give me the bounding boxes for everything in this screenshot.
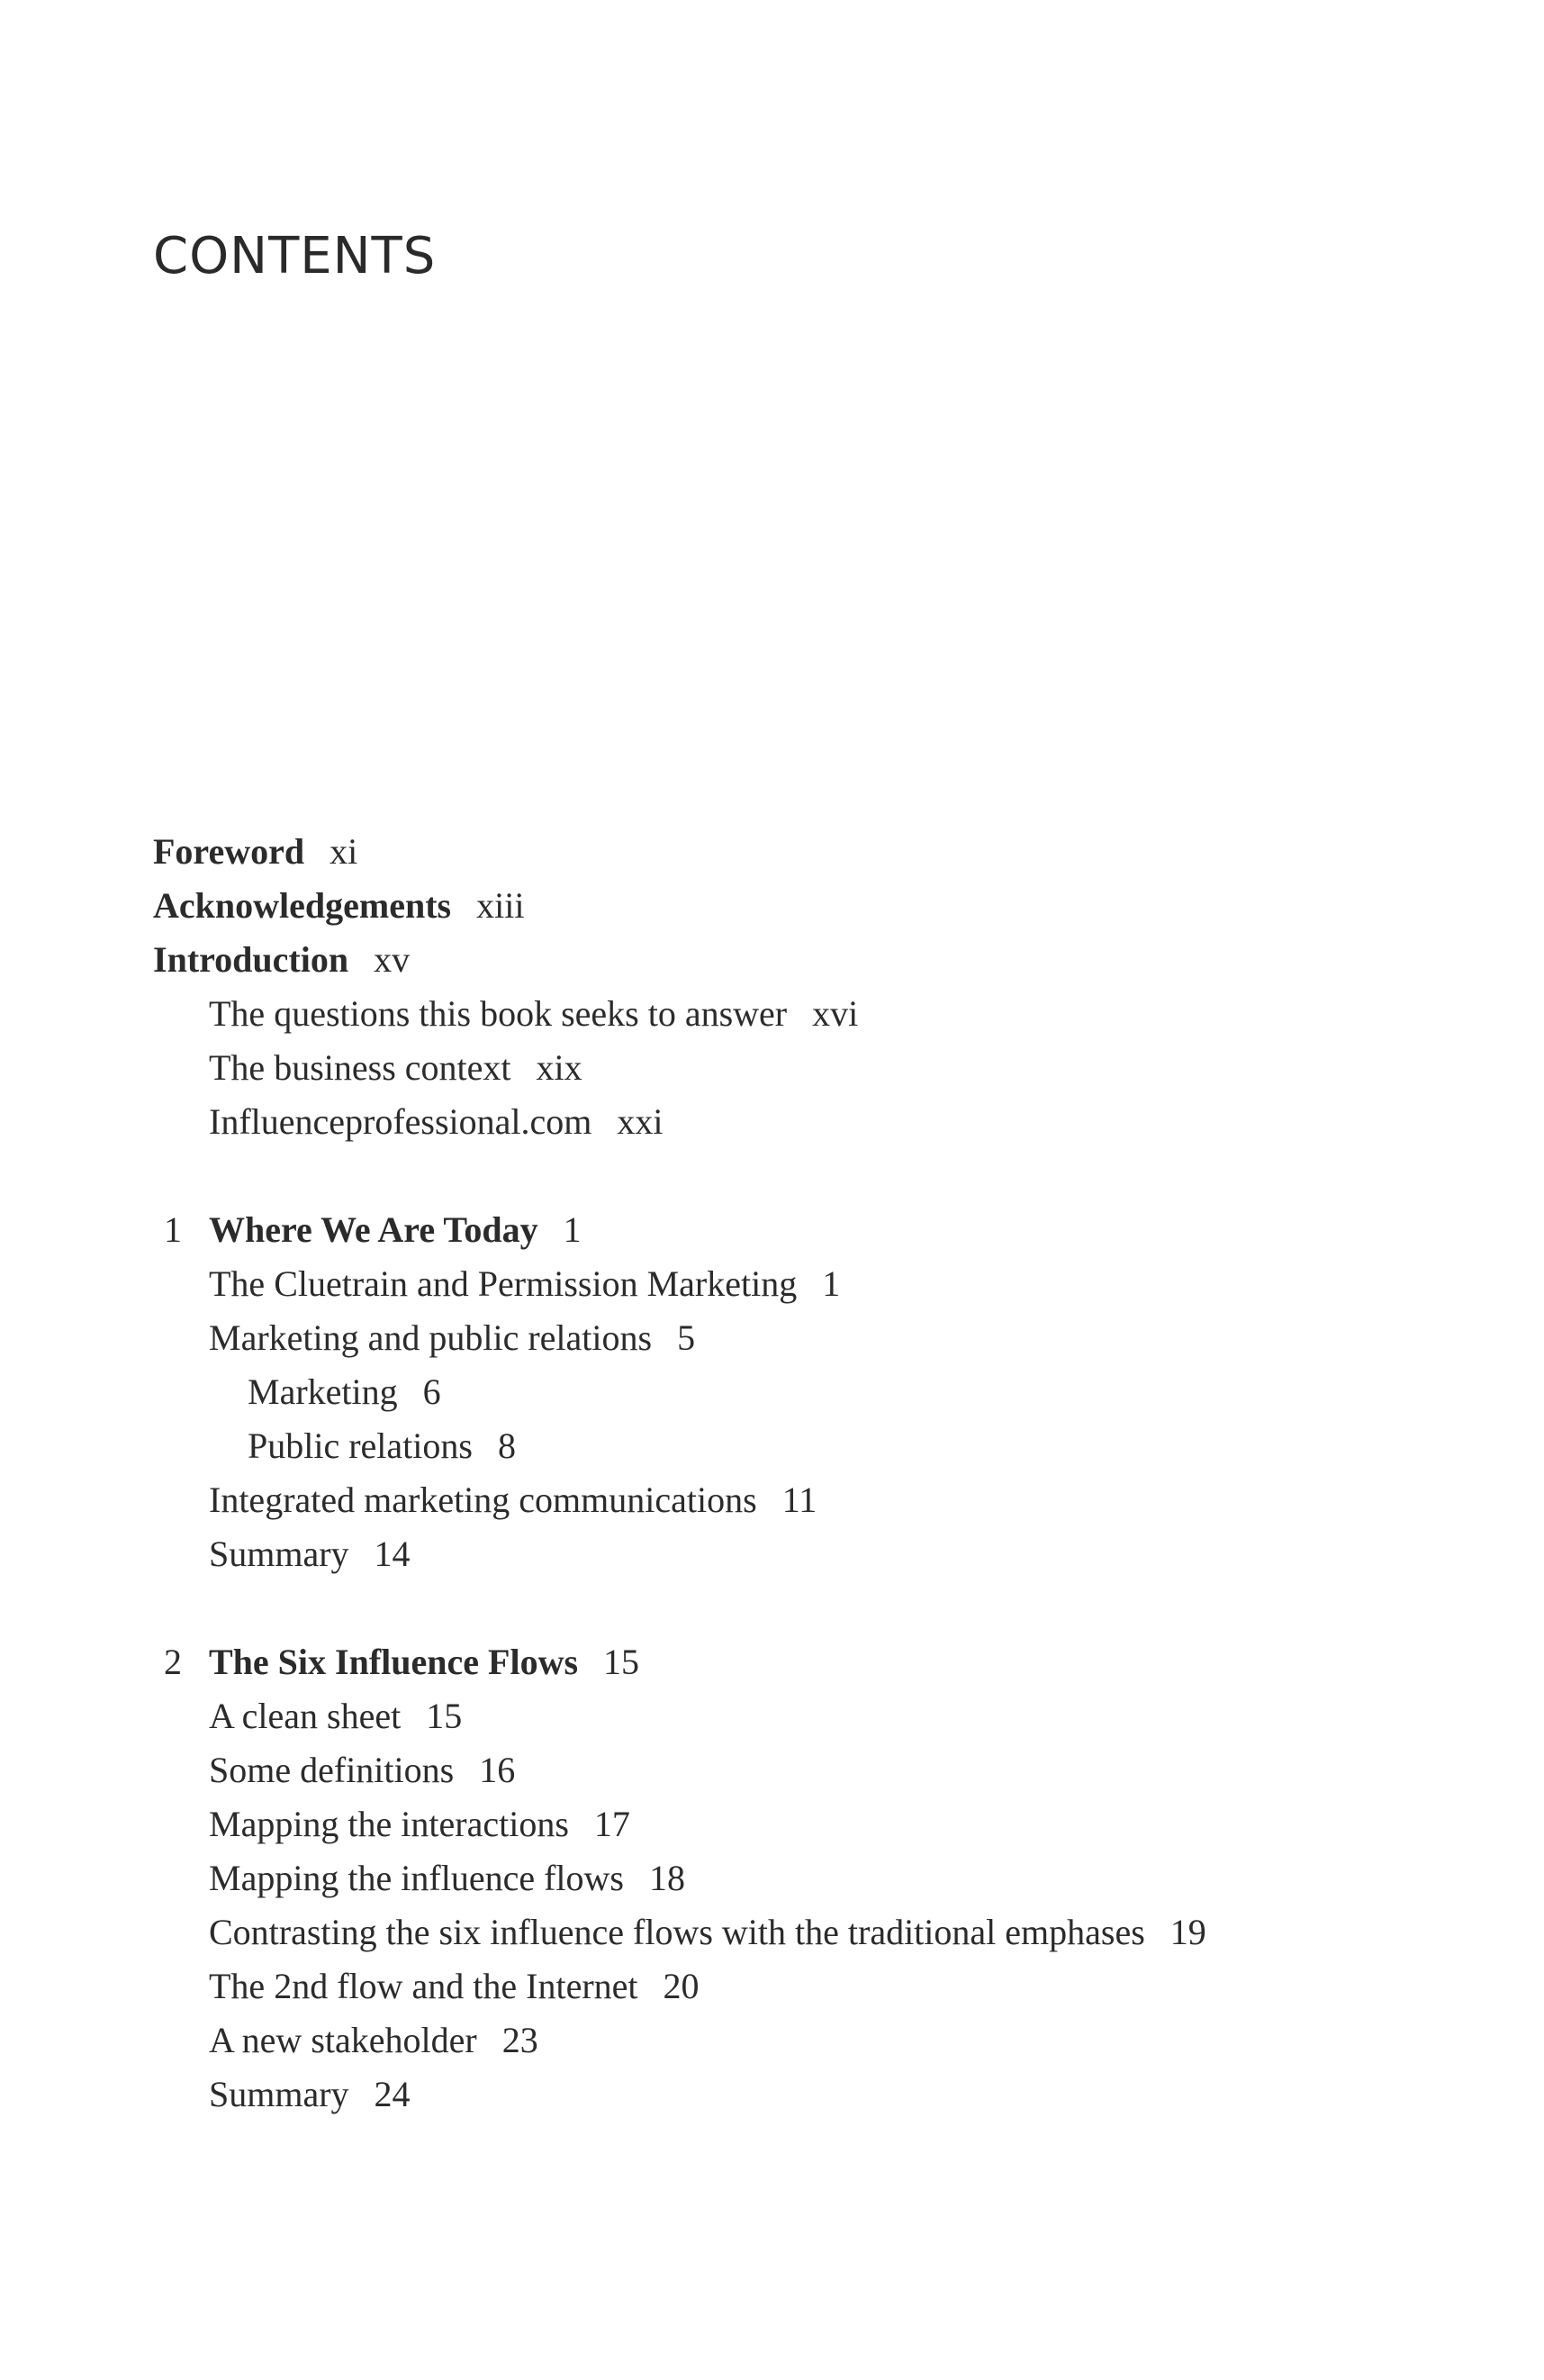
toc-entry-page: xiii — [476, 885, 525, 926]
toc-chapter-2[interactable] — [164, 1641, 640, 1684]
toc-entry-label: Some definitions — [209, 1750, 455, 1790]
toc-entry-summary-ch2[interactable] — [209, 2073, 411, 2116]
toc-entry-marketing-and-pr[interactable] — [209, 1317, 695, 1360]
toc-entry-page: xvi — [812, 993, 859, 1034]
toc-entry-label: The Cluetrain and Permission Marketing — [209, 1263, 798, 1304]
toc-entry-label: A clean sheet — [209, 1696, 402, 1736]
toc-entry-page: xi — [330, 831, 358, 872]
chapter-number: 2 — [164, 1642, 182, 1682]
toc-entry-label: A new stakeholder — [209, 2020, 477, 2060]
toc-entry-page: 5 — [677, 1317, 696, 1358]
toc-entry-page: xv — [374, 939, 411, 980]
page-title: CONTENTS — [153, 227, 437, 285]
toc-entry-definitions[interactable] — [209, 1749, 515, 1792]
toc-entry-page: xxi — [617, 1101, 664, 1142]
toc-entry-label: Contrasting the six influence flows with the traditional emphases — [209, 1912, 1145, 1952]
toc-entry-page: 18 — [649, 1858, 685, 1898]
toc-entry-page: 8 — [497, 1425, 516, 1466]
toc-entry-page: 1 — [822, 1263, 841, 1304]
toc-entry-page: 6 — [422, 1371, 441, 1412]
toc-entry-marketing[interactable] — [248, 1371, 441, 1414]
toc-entry-label: Foreword — [153, 831, 305, 872]
toc-entry-label: The 2nd flow and the Internet — [209, 1966, 638, 2006]
toc-entry-page: 1 — [563, 1209, 582, 1250]
toc-entry-contrasting[interactable] — [209, 1911, 1206, 1954]
toc-entry-foreword[interactable] — [153, 830, 357, 873]
toc-entry-questions[interactable] — [209, 992, 858, 1036]
toc-entry-imc[interactable] — [209, 1479, 817, 1522]
toc-entry-label: Mapping the influence flows — [209, 1858, 624, 1898]
chapter-number: 1 — [164, 1209, 182, 1250]
toc-entry-page: 15 — [426, 1696, 463, 1736]
toc-entry-page: 14 — [374, 1534, 411, 1574]
toc-entry-label: Integrated marketing communications — [209, 1480, 757, 1520]
toc-chapter-1[interactable] — [164, 1208, 582, 1252]
toc-entry-label: The business context — [209, 1047, 511, 1088]
toc-entry-page: 20 — [663, 1966, 700, 2006]
toc-entry-public-relations[interactable] — [248, 1425, 516, 1468]
toc-entry-page: xix — [536, 1047, 582, 1088]
toc-entry-influenceprofessional[interactable] — [209, 1100, 664, 1144]
toc-entry-label: Acknowledgements — [153, 885, 452, 926]
toc-entry-label: The questions this book seeks to answer — [209, 993, 788, 1034]
toc-entry-label: Public relations — [248, 1425, 473, 1466]
chapter-title: The Six Influence Flows — [209, 1642, 579, 1682]
toc-entry-label: Mapping the interactions — [209, 1804, 569, 1844]
toc-entry-introduction[interactable] — [153, 938, 410, 982]
toc-entry-summary-ch1[interactable] — [209, 1533, 411, 1576]
toc-entry-label: Summary — [209, 1534, 349, 1574]
toc-entry-label: Summary — [209, 2074, 349, 2114]
toc-entry-mapping-flows[interactable] — [209, 1857, 685, 1900]
toc-entry-label: Marketing — [248, 1371, 398, 1412]
toc-entry-page: 23 — [501, 2020, 538, 2060]
toc-entry-clean-sheet[interactable] — [209, 1695, 462, 1738]
toc-entry-page: 11 — [781, 1480, 817, 1520]
toc-entry-page: 19 — [1169, 1912, 1206, 1952]
toc-entry-label: Marketing and public relations — [209, 1317, 653, 1358]
toc-entry-mapping-interactions[interactable] — [209, 1803, 630, 1846]
toc-entry-page: 16 — [479, 1750, 516, 1790]
toc-entry-label: Introduction — [153, 939, 349, 980]
chapter-title: Where We Are Today — [209, 1209, 538, 1250]
toc-entry-page: 17 — [593, 1804, 630, 1844]
toc-entry-business-context[interactable] — [209, 1046, 582, 1090]
toc-entry-acknowledgements[interactable] — [153, 884, 524, 928]
toc-entry-page: 15 — [603, 1642, 640, 1682]
toc-entry-page: 24 — [374, 2074, 411, 2114]
toc-entry-2nd-flow[interactable] — [209, 1965, 700, 2008]
toc-entry-cluetrain[interactable] — [209, 1262, 840, 1306]
toc-entry-new-stakeholder[interactable] — [209, 2019, 538, 2062]
toc-entry-label: Influenceprofessional.com — [209, 1101, 592, 1142]
